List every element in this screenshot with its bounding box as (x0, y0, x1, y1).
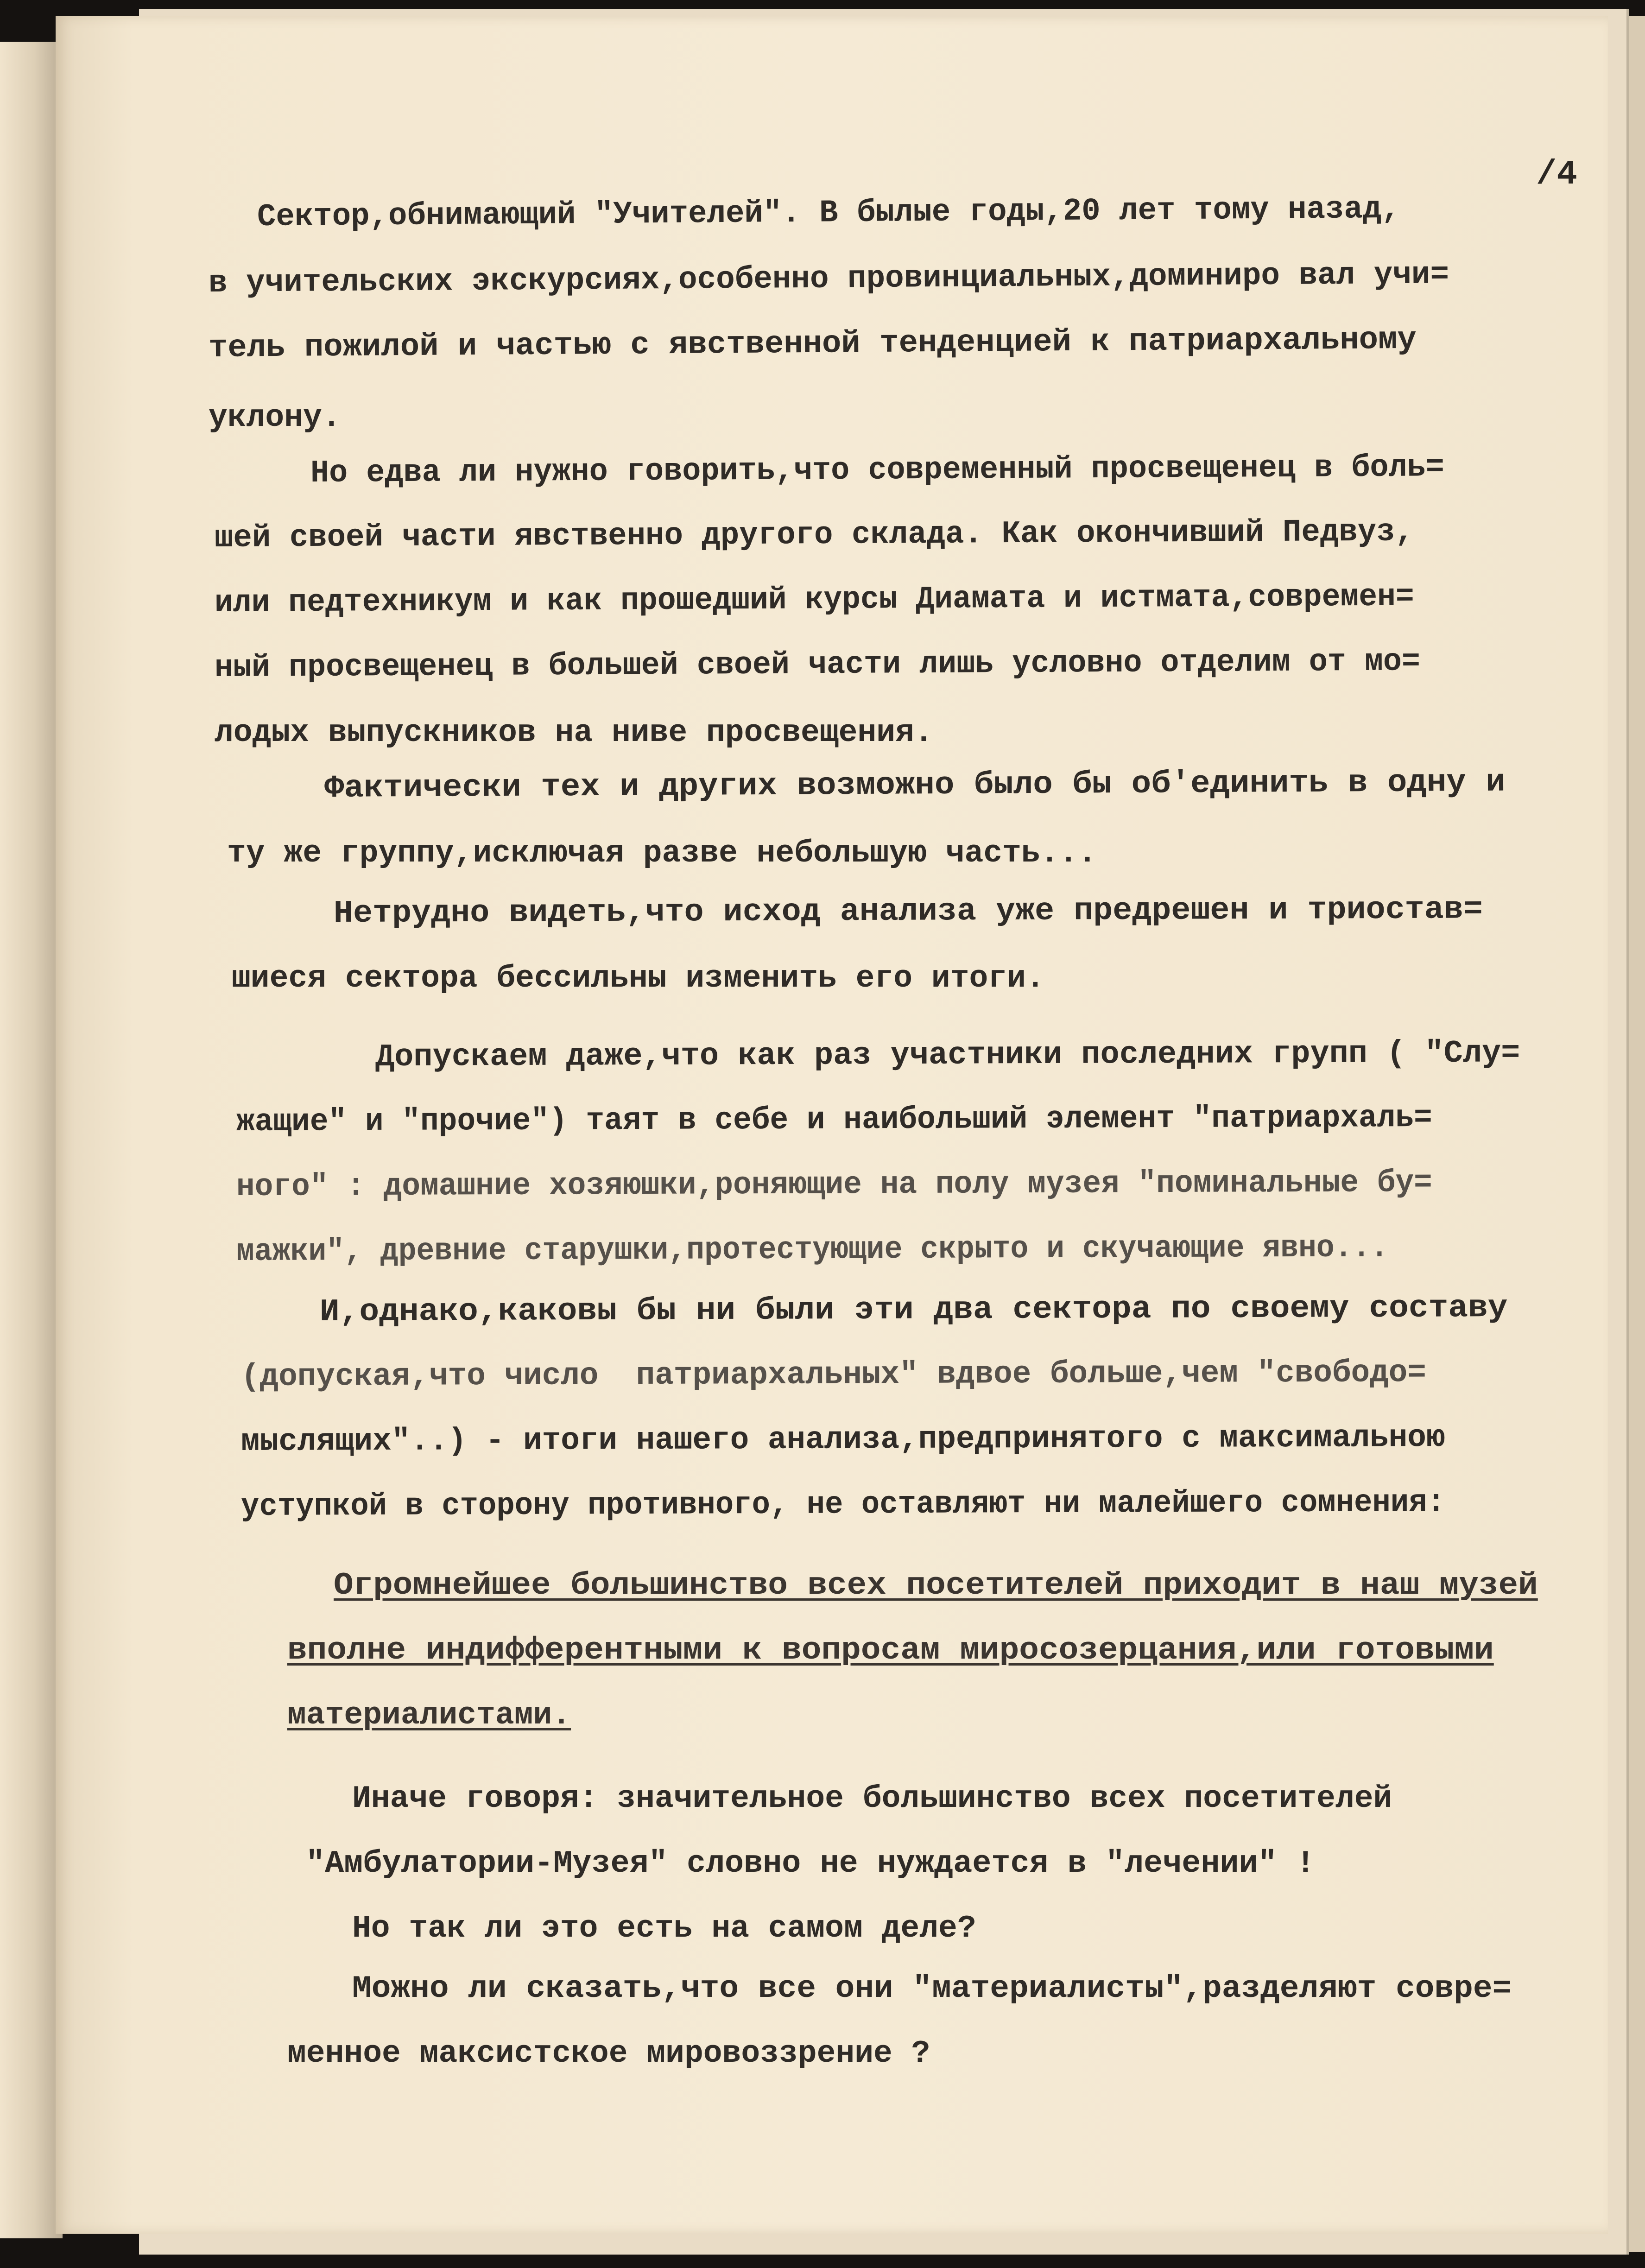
text-line: Иначе говоря: значительное большинство всех посетителей (352, 1781, 1392, 1817)
text-line: уступкой в сторону противного, не оставляют ни малейшего сомнения: (240, 1484, 1446, 1525)
text-line: (допуская,что число патриархальных" вдвое больше,чем "свободо= (240, 1355, 1427, 1395)
text-line: Фактически тех и других возможно было бы об'единить в одну и (324, 764, 1506, 806)
text-line: жащие" и "прочие") таят в себе и наибольший элемент "патриархаль= (236, 1100, 1432, 1140)
page-number: /4 (1536, 155, 1577, 194)
text-line: тель пожилой и частью с явственной тенденцией к патриархальному (208, 322, 1417, 366)
underlined-text-line: материалистами. (287, 1698, 571, 1733)
text-line: Можно ли сказать,что все они "материалисты",разделяют совре= (352, 1971, 1512, 2007)
text-line: мажки", древние старушки,протестующие скрыто и скучающие явно... (236, 1230, 1389, 1270)
text-line: лодых выпускников на ниве просвещения. (215, 715, 933, 751)
text-line: И,однако,каковы бы ни были эти два сектора по своему составу (319, 1290, 1508, 1330)
text-line: Но едва ли нужно говорить,что современный просвещенец в боль= (310, 450, 1445, 491)
text-line: ту же группу,исключая разве небольшую часть... (227, 836, 1097, 871)
text-line: или педтехникум и как прошедший курсы Диамата и истмата,современ= (214, 579, 1414, 621)
underlined-text-line: вполне индифферентными к вопросам миросозерцания,или готовыми (287, 1633, 1494, 1668)
text-line: мыслящих"..) - итоги нашего анализа,предпринятого с максимальною (240, 1419, 1445, 1460)
text-line: уклону. (209, 400, 341, 436)
text-line: Но так ли это есть на самом деле? (352, 1911, 976, 1946)
text-line: Сектор,обнимающий "Учителей". В былые годы,20 лет тому назад, (257, 191, 1401, 235)
text-line: ного" : домашние хозяюшки,роняющие на полу музея "поминальные бу= (236, 1165, 1432, 1205)
text-line: ный просвещенец в большей своей части лишь условно отделим от мо= (214, 644, 1421, 686)
underlined-text-line: Огромнейшее большинство всех посетителей приходит в наш музей (334, 1568, 1538, 1603)
page-binding-edge (0, 42, 63, 2238)
text-line: шей своей части явственно другого склада. Как окончивший Педвуз, (214, 514, 1414, 556)
text-line: Нетрудно видеть,что исход анализа уже предрешен и триостав= (333, 892, 1483, 931)
text-line: Допускаем даже,что как раз участники последних групп ( "Слу= (375, 1035, 1520, 1075)
text-line: менное максистское мировоззрение ? (287, 2036, 930, 2072)
text-line: "Амбулатории-Музея" словно не нуждается в "лечении" ! (306, 1846, 1315, 1882)
typewritten-page (56, 16, 1608, 2234)
text-line: шиеся сектора бессильны изменить его итоги. (232, 961, 1045, 996)
text-line: в учительских экскурсиях,особенно провинциальных,доминиро вал учи= (208, 257, 1449, 301)
